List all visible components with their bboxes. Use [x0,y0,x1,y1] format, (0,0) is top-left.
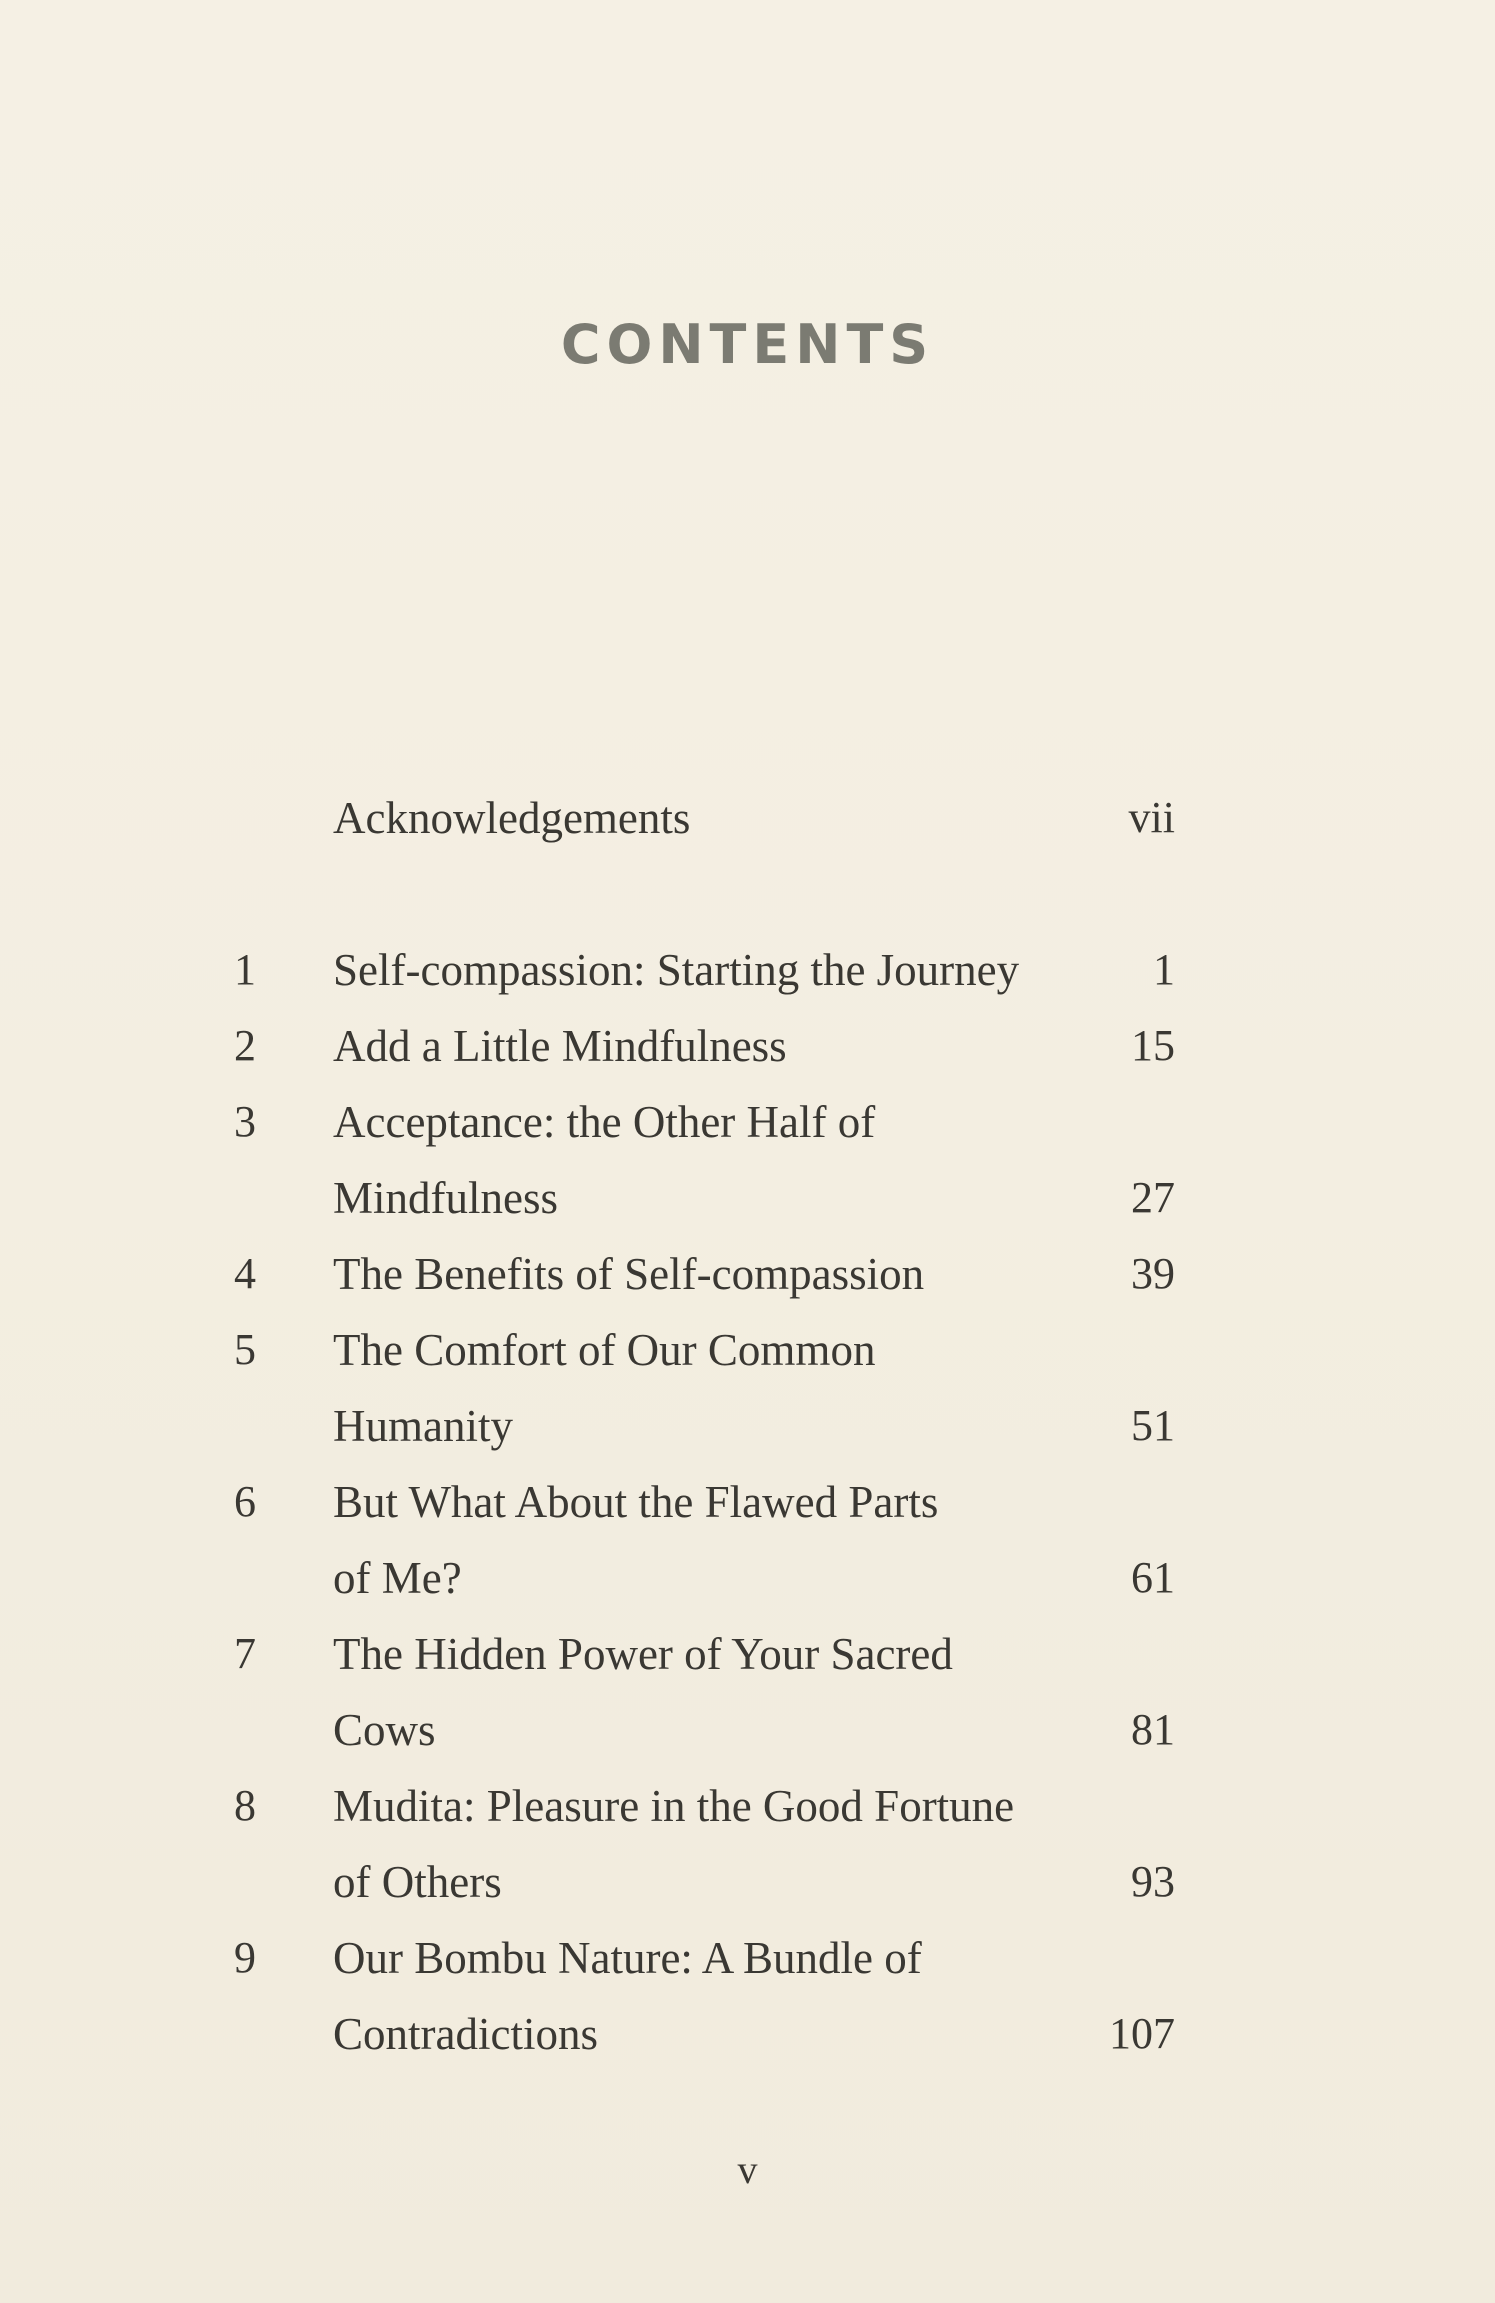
chapter-number: 8 [234,1781,256,1830]
toc-row [0,1236,1495,1312]
chapter-page-number: 51 [1131,1401,1175,1450]
toc-row [0,1464,1495,1540]
page-title: CONTENTS [560,313,935,376]
toc-row [0,1920,1495,1996]
chapter-title: The Hidden Power of Your Sacred [333,1629,953,1679]
chapter-title: Acknowledgements [333,793,691,843]
chapter-page-number: vii [1128,793,1175,842]
chapter-number: 5 [234,1325,256,1374]
chapter-page-number: 15 [1131,1021,1175,1070]
chapter-page-number: 27 [1131,1173,1175,1222]
chapter-title: Acceptance: the Other Half of [333,1097,876,1147]
chapter-title: Mindfulness [333,1173,558,1223]
chapter-title: Contradictions [333,2009,598,2059]
chapter-number: 2 [234,1021,256,1070]
chapter-page-number: 93 [1131,1857,1175,1906]
chapter-title: of Others [333,1857,502,1907]
toc-row [0,1692,1495,1768]
toc-row [0,1844,1495,1920]
chapter-title: Self-compassion: Starting the Journey [333,945,1020,995]
chapter-title: The Comfort of Our Common [333,1325,876,1375]
chapter-title: of Me? [333,1553,462,1603]
chapter-title: Add a Little Mindfulness [333,1021,787,1071]
toc-row [0,932,1495,1008]
page-number: v [737,2147,758,2192]
chapter-number: 6 [234,1477,256,1526]
chapter-number: 7 [234,1629,256,1678]
chapter-title: But What About the Flawed Parts [333,1477,939,1527]
toc-row [0,1312,1495,1388]
toc-row [0,1540,1495,1616]
toc-row [0,1084,1495,1160]
toc-row [0,1388,1495,1464]
chapter-page-number: 1 [1153,945,1175,994]
chapter-page-number: 107 [1109,2009,1175,2058]
toc-row [0,1996,1495,2072]
chapter-number: 3 [234,1097,256,1146]
chapter-number: 1 [234,945,256,994]
chapter-page-number: 81 [1131,1705,1175,1754]
toc-row [0,780,1495,856]
chapter-title: Mudita: Pleasure in the Good Fortune [333,1781,1015,1831]
chapter-page-number: 39 [1131,1249,1175,1298]
toc-row [0,1160,1495,1236]
toc-row [0,1008,1495,1084]
chapter-number: 9 [234,1933,256,1982]
toc-row [0,1768,1495,1844]
toc-row [0,1616,1495,1692]
chapter-page-number: 61 [1131,1553,1175,1602]
chapter-title: Cows [333,1705,436,1755]
chapter-number: 4 [234,1249,256,1298]
chapter-title: Humanity [333,1401,513,1451]
chapter-title: Our Bombu Nature: A Bundle of [333,1933,922,1983]
chapter-title: The Benefits of Self-compassion [333,1249,925,1299]
